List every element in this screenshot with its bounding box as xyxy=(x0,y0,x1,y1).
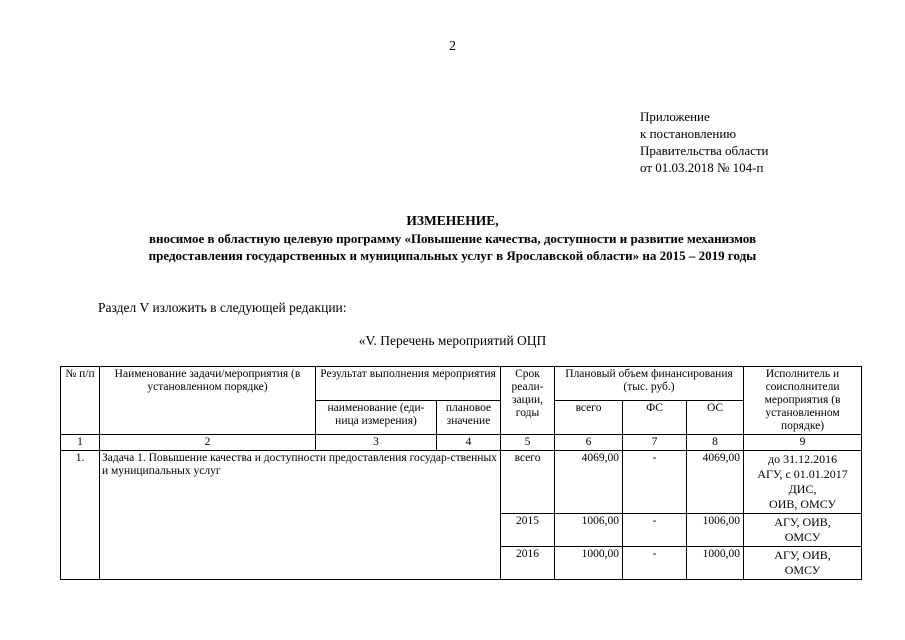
term-cell: всего xyxy=(501,451,555,514)
column-number: 7 xyxy=(623,435,687,451)
column-number: 6 xyxy=(555,435,623,451)
header-term: Срок реали-зации, годы xyxy=(501,367,555,435)
header-total: всего xyxy=(555,401,623,435)
header-result: Результат выполнения мероприятия xyxy=(316,367,501,401)
executor-line: АГУ, с 01.01.2017 xyxy=(757,467,848,481)
executor-line: АГУ, ОИВ, xyxy=(774,548,831,562)
column-number: 3 xyxy=(316,435,437,451)
executor-cell xyxy=(744,514,862,547)
task-name: Задача 1. Повышение качества и доступности предоставления государ-ственных и муниципальных услуг xyxy=(100,451,501,580)
header-num: № п/п xyxy=(61,367,100,435)
appendix-line: к постановлению xyxy=(640,126,737,141)
header-row-1 xyxy=(61,367,862,401)
header-finance: Плановый объем финансирования (тыс. руб.) xyxy=(555,367,744,401)
executor-line: ОИВ, ОМСУ xyxy=(769,497,837,511)
executor-line: ОМСУ xyxy=(784,530,821,544)
total-cell: 1006,00 xyxy=(555,514,623,547)
executor-line: ДИС, xyxy=(788,482,817,496)
column-number: 2 xyxy=(100,435,316,451)
appendix-line: Приложение xyxy=(640,109,710,124)
table-row xyxy=(61,451,862,514)
term-cell: 2015 xyxy=(501,514,555,547)
column-number: 4 xyxy=(437,435,501,451)
header-result-value: плановое значение xyxy=(437,401,501,435)
appendix-line: от 01.03.2018 № 104-п xyxy=(640,160,764,175)
os-cell: 4069,00 xyxy=(687,451,744,514)
header-fs: ФС xyxy=(623,401,687,435)
subtitle-line-2: предоставления государственных и муниципальных услуг в Ярославской области» на 2015 – 2019 годы xyxy=(148,248,757,263)
section-intro: Раздел V изложить в следующей редакции: xyxy=(98,300,347,315)
executor-cell xyxy=(744,451,862,514)
appendix-block xyxy=(640,108,769,176)
term-cell: 2016 xyxy=(501,547,555,580)
column-number: 8 xyxy=(687,435,744,451)
executor-line: ОМСУ xyxy=(784,563,821,577)
subtitle-line-1: вносимое в областную целевую программу «Повышение качества, доступности и развитие механизмов xyxy=(149,231,756,246)
header-os: ОС xyxy=(687,401,744,435)
header-task: Наименование задачи/мероприятия (в установленном порядке) xyxy=(100,367,316,435)
document-title: ИЗМЕНЕНИЕ, xyxy=(406,213,499,228)
total-cell: 1000,00 xyxy=(555,547,623,580)
appendix-line: Правительства области xyxy=(640,143,769,158)
measures-table xyxy=(60,366,862,580)
fs-cell: - xyxy=(623,547,687,580)
document-subtitle xyxy=(60,230,845,264)
executor-cell xyxy=(744,547,862,580)
executor-line: АГУ, ОИВ, xyxy=(774,515,831,529)
fs-cell: - xyxy=(623,514,687,547)
task-number: 1. xyxy=(61,451,100,580)
executor-line: до 31.12.2016 xyxy=(767,452,838,466)
os-cell: 1000,00 xyxy=(687,547,744,580)
column-number: 1 xyxy=(61,435,100,451)
page-number: 2 xyxy=(449,39,456,54)
column-number: 5 xyxy=(501,435,555,451)
column-number: 9 xyxy=(744,435,862,451)
total-cell: 4069,00 xyxy=(555,451,623,514)
header-executor: Исполнитель и соисполнители мероприятия (в установленном порядке) xyxy=(744,367,862,435)
os-cell: 1006,00 xyxy=(687,514,744,547)
fs-cell: - xyxy=(623,451,687,514)
column-number-row xyxy=(61,435,862,451)
header-result-name: наименование (еди-ница измерения) xyxy=(316,401,437,435)
section-title: «V. Перечень мероприятий ОЦП xyxy=(358,333,547,348)
